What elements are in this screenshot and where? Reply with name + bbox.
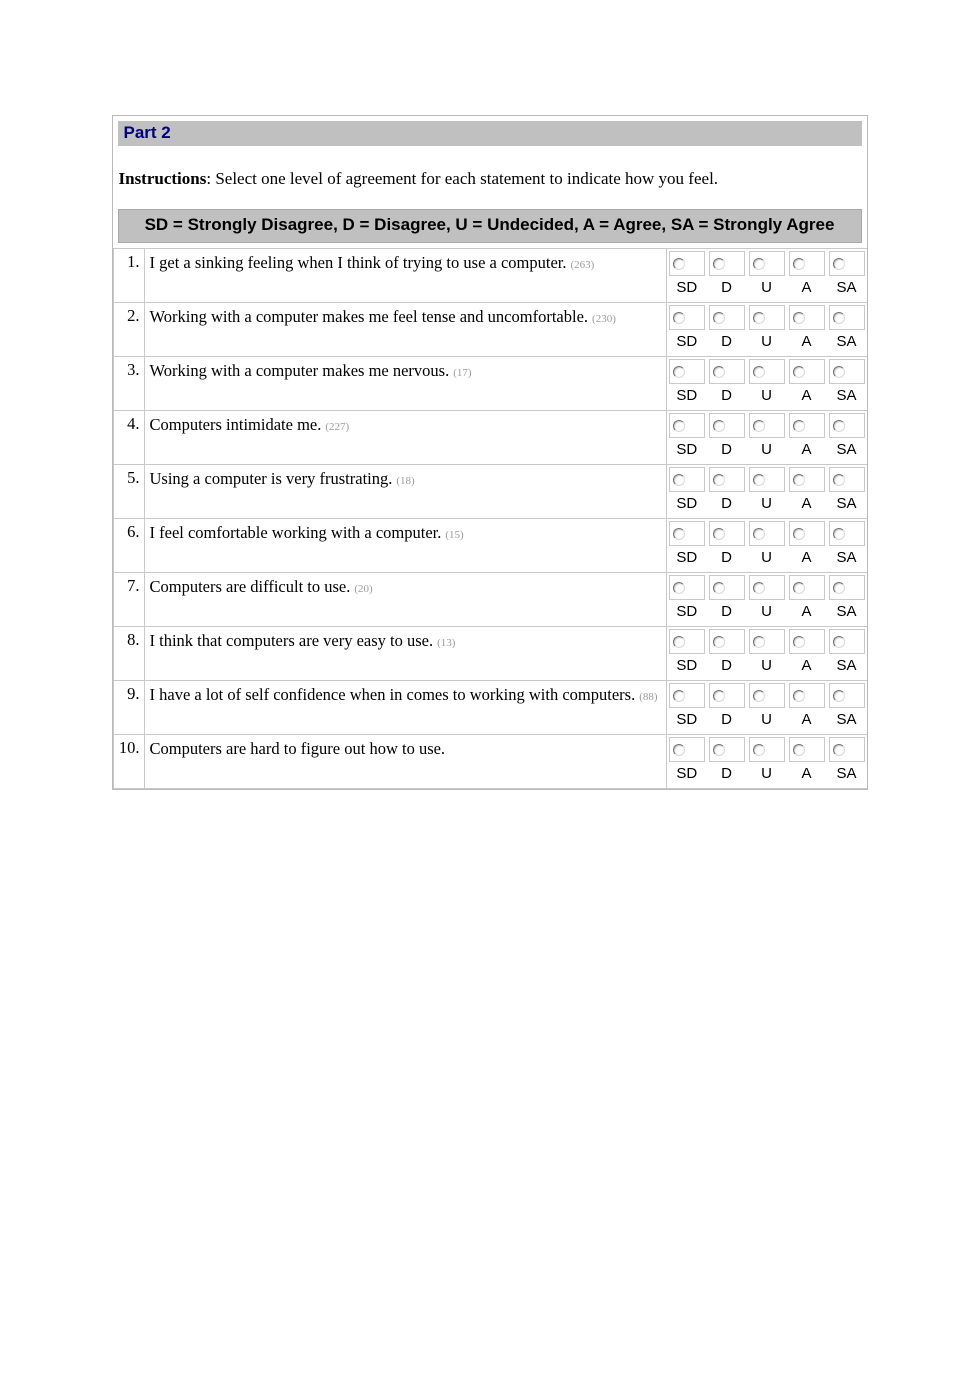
statement-text: Computers are hard to figure out how to use.: [149, 739, 446, 758]
option-label-d: D: [721, 765, 732, 782]
option-label-u: U: [761, 603, 772, 620]
question-number: 4.: [113, 411, 144, 465]
question-row: [113, 465, 867, 519]
option-label-a: A: [801, 657, 812, 674]
option-cell-a: [787, 519, 827, 573]
radio-a[interactable]: [793, 474, 805, 486]
option-label-u: U: [761, 657, 772, 674]
option-label-d: D: [721, 387, 732, 404]
question-statement: [144, 573, 667, 627]
radio-u[interactable]: [753, 528, 765, 540]
option-label-sd: SD: [676, 549, 698, 566]
radio-box-sa: [829, 683, 865, 708]
option-label-sd: SD: [676, 333, 698, 350]
radio-a[interactable]: [793, 690, 805, 702]
radio-a[interactable]: [793, 636, 805, 648]
radio-u[interactable]: [753, 312, 765, 324]
radio-u[interactable]: [753, 258, 765, 270]
radio-sa[interactable]: [833, 420, 845, 432]
option-cell-d: [707, 573, 747, 627]
radio-box-a: [789, 629, 825, 654]
radio-sd[interactable]: [673, 474, 685, 486]
option-cell-sa: [827, 735, 867, 789]
option-cell-sa: [827, 681, 867, 735]
radio-a[interactable]: [793, 744, 805, 756]
option-cell-sa: [827, 411, 867, 465]
radio-box-sd: [669, 251, 705, 276]
radio-box-a: [789, 359, 825, 384]
radio-d[interactable]: [713, 744, 725, 756]
radio-u[interactable]: [753, 420, 765, 432]
page-title: Part 2: [123, 123, 171, 142]
option-label-d: D: [721, 279, 732, 296]
radio-sd[interactable]: [673, 582, 685, 594]
statement-text: I think that computers are very easy to use.: [149, 631, 434, 650]
survey-form: [112, 115, 868, 790]
radio-d[interactable]: [713, 528, 725, 540]
radio-d[interactable]: [713, 690, 725, 702]
instructions: [119, 168, 861, 189]
radio-box-d: [709, 251, 745, 276]
option-cell-sd: [667, 357, 707, 411]
statement-ref: (88): [639, 691, 658, 703]
option-cell-a: [787, 681, 827, 735]
questions-table: [113, 248, 867, 789]
radio-box-d: [709, 467, 745, 492]
radio-box-a: [789, 521, 825, 546]
statement-text: I have a lot of self confidence when in comes to working with computers.: [149, 685, 636, 704]
statement-text: Using a computer is very frustrating.: [149, 469, 393, 488]
option-label-u: U: [761, 387, 772, 404]
option-cell-d: [707, 249, 747, 303]
option-label-sa: SA: [836, 765, 857, 782]
option-cell-d: [707, 735, 747, 789]
radio-sa[interactable]: [833, 258, 845, 270]
radio-box-u: [749, 467, 785, 492]
option-label-a: A: [801, 711, 812, 728]
question-row: [113, 627, 867, 681]
option-cell-u: [747, 735, 787, 789]
option-cell-d: [707, 627, 747, 681]
radio-sa[interactable]: [833, 744, 845, 756]
statement-text: I get a sinking feeling when I think of trying to use a computer.: [149, 253, 567, 272]
radio-box-a: [789, 737, 825, 762]
option-cell-sd: [667, 627, 707, 681]
radio-box-sa: [829, 359, 865, 384]
option-cell-d: [707, 465, 747, 519]
option-cell-sd: [667, 249, 707, 303]
question-row: [113, 411, 867, 465]
option-label-u: U: [761, 711, 772, 728]
option-label-sa: SA: [836, 603, 857, 620]
option-cell-a: [787, 465, 827, 519]
option-label-sd: SD: [676, 441, 698, 458]
option-label-sd: SD: [676, 495, 698, 512]
option-label-sd: SD: [676, 711, 698, 728]
option-cell-u: [747, 681, 787, 735]
option-cell-a: [787, 303, 827, 357]
question-row: [113, 249, 867, 303]
radio-sa[interactable]: [833, 636, 845, 648]
radio-d[interactable]: [713, 474, 725, 486]
option-cell-sa: [827, 519, 867, 573]
option-label-a: A: [801, 495, 812, 512]
radio-box-a: [789, 305, 825, 330]
option-label-sd: SD: [676, 657, 698, 674]
option-cell-sa: [827, 303, 867, 357]
radio-sd[interactable]: [673, 312, 685, 324]
radio-d[interactable]: [713, 582, 725, 594]
radio-box-a: [789, 467, 825, 492]
radio-box-d: [709, 575, 745, 600]
question-statement: [144, 519, 667, 573]
question-statement: [144, 357, 667, 411]
option-cell-a: [787, 627, 827, 681]
question-row: [113, 681, 867, 735]
radio-box-sd: [669, 737, 705, 762]
radio-box-u: [749, 683, 785, 708]
statement-ref: (263): [570, 259, 595, 271]
option-cell-sa: [827, 573, 867, 627]
radio-a[interactable]: [793, 366, 805, 378]
option-label-a: A: [801, 279, 812, 296]
question-number: 5.: [113, 465, 144, 519]
statement-ref: (18): [396, 475, 415, 487]
option-cell-sa: [827, 357, 867, 411]
option-cell-d: [707, 303, 747, 357]
radio-box-d: [709, 413, 745, 438]
radio-d[interactable]: [713, 636, 725, 648]
radio-box-u: [749, 305, 785, 330]
radio-sd[interactable]: [673, 420, 685, 432]
radio-box-u: [749, 737, 785, 762]
option-cell-u: [747, 303, 787, 357]
option-label-sa: SA: [836, 387, 857, 404]
question-number: 1.: [113, 249, 144, 303]
option-cell-sa: [827, 465, 867, 519]
option-label-u: U: [761, 279, 772, 296]
option-label-u: U: [761, 441, 772, 458]
option-cell-u: [747, 519, 787, 573]
radio-box-d: [709, 359, 745, 384]
option-label-sd: SD: [676, 603, 698, 620]
question-row: [113, 303, 867, 357]
radio-box-sd: [669, 629, 705, 654]
radio-box-sa: [829, 629, 865, 654]
question-statement: [144, 411, 667, 465]
question-row: [113, 735, 867, 789]
option-label-a: A: [801, 549, 812, 566]
radio-box-u: [749, 413, 785, 438]
option-label-a: A: [801, 387, 812, 404]
option-cell-d: [707, 357, 747, 411]
radio-box-sa: [829, 575, 865, 600]
question-number: 7.: [113, 573, 144, 627]
radio-sa[interactable]: [833, 528, 845, 540]
radio-a[interactable]: [793, 420, 805, 432]
radio-box-sa: [829, 467, 865, 492]
radio-box-a: [789, 251, 825, 276]
radio-box-d: [709, 737, 745, 762]
radio-box-sa: [829, 413, 865, 438]
radio-box-sa: [829, 305, 865, 330]
option-cell-sd: [667, 519, 707, 573]
radio-sa[interactable]: [833, 690, 845, 702]
option-cell-a: [787, 357, 827, 411]
radio-a[interactable]: [793, 528, 805, 540]
statement-ref: (17): [453, 367, 472, 379]
radio-box-sd: [669, 305, 705, 330]
option-label-sd: SD: [676, 765, 698, 782]
radio-box-d: [709, 521, 745, 546]
radio-sd[interactable]: [673, 528, 685, 540]
option-label-a: A: [801, 765, 812, 782]
option-cell-a: [787, 573, 827, 627]
option-label-sa: SA: [836, 495, 857, 512]
option-label-d: D: [721, 549, 732, 566]
question-statement: [144, 465, 667, 519]
radio-u[interactable]: [753, 636, 765, 648]
option-cell-d: [707, 411, 747, 465]
option-label-d: D: [721, 333, 732, 350]
radio-u[interactable]: [753, 744, 765, 756]
option-label-sa: SA: [836, 441, 857, 458]
option-label-d: D: [721, 495, 732, 512]
radio-sa[interactable]: [833, 366, 845, 378]
radio-sd[interactable]: [673, 636, 685, 648]
radio-sa[interactable]: [833, 474, 845, 486]
option-cell-a: [787, 411, 827, 465]
question-number: 9.: [113, 681, 144, 735]
option-label-u: U: [761, 495, 772, 512]
option-label-sa: SA: [836, 711, 857, 728]
option-cell-u: [747, 627, 787, 681]
radio-u[interactable]: [753, 366, 765, 378]
question-row: [113, 519, 867, 573]
legend-text: SD = Strongly Disagree, D = Disagree, U = Undecided, A = Agree, SA = Strongly Agree: [144, 215, 835, 235]
radio-box-a: [789, 683, 825, 708]
radio-box-d: [709, 305, 745, 330]
option-cell-a: [787, 249, 827, 303]
option-label-sa: SA: [836, 657, 857, 674]
radio-box-d: [709, 629, 745, 654]
statement-ref: (227): [325, 421, 350, 433]
radio-box-u: [749, 521, 785, 546]
radio-box-a: [789, 413, 825, 438]
instructions-label: Instructions: [118, 169, 207, 188]
radio-box-u: [749, 575, 785, 600]
option-cell-sd: [667, 465, 707, 519]
question-row: [113, 573, 867, 627]
question-statement: [144, 681, 667, 735]
radio-box-a: [789, 575, 825, 600]
radio-box-u: [749, 359, 785, 384]
option-label-a: A: [801, 441, 812, 458]
radio-box-sa: [829, 251, 865, 276]
option-label-d: D: [721, 657, 732, 674]
radio-sd[interactable]: [673, 690, 685, 702]
option-label-a: A: [801, 333, 812, 350]
option-cell-sd: [667, 681, 707, 735]
statement-ref: (230): [592, 313, 616, 325]
option-label-sd: SD: [676, 387, 698, 404]
radio-box-d: [709, 683, 745, 708]
radio-sd[interactable]: [673, 258, 685, 270]
option-cell-u: [747, 357, 787, 411]
question-statement: [144, 249, 667, 303]
statement-text: Working with a computer makes me feel tense and uncomfortable.: [149, 307, 589, 326]
option-cell-sa: [827, 627, 867, 681]
statement-text: Working with a computer makes me nervous.: [149, 361, 450, 380]
statement-ref: (15): [445, 529, 464, 541]
radio-d[interactable]: [713, 366, 725, 378]
question-statement: [144, 627, 667, 681]
option-cell-sd: [667, 411, 707, 465]
option-cell-u: [747, 411, 787, 465]
option-cell-sd: [667, 573, 707, 627]
questions-body: [113, 249, 867, 789]
radio-a[interactable]: [793, 312, 805, 324]
radio-a[interactable]: [793, 582, 805, 594]
question-row: [113, 357, 867, 411]
option-label-d: D: [721, 711, 732, 728]
radio-u[interactable]: [753, 690, 765, 702]
option-cell-u: [747, 249, 787, 303]
radio-d[interactable]: [713, 420, 725, 432]
question-statement: [144, 735, 667, 789]
radio-d[interactable]: [713, 312, 725, 324]
statement-ref: (20): [354, 583, 373, 595]
section-header: [118, 121, 862, 146]
radio-sa[interactable]: [833, 582, 845, 594]
option-cell-sa: [827, 249, 867, 303]
option-label-sd: SD: [676, 279, 698, 296]
radio-box-u: [749, 251, 785, 276]
option-cell-sd: [667, 735, 707, 789]
instructions-text: : Select one level of agreement for each statement to indicate how you feel.: [206, 169, 719, 188]
option-cell-u: [747, 573, 787, 627]
question-number: 6.: [113, 519, 144, 573]
statement-text: Computers intimidate me.: [149, 415, 322, 434]
radio-box-sd: [669, 413, 705, 438]
question-number: 3.: [113, 357, 144, 411]
radio-box-sd: [669, 521, 705, 546]
radio-box-u: [749, 629, 785, 654]
option-cell-d: [707, 681, 747, 735]
question-number: 2.: [113, 303, 144, 357]
option-label-sa: SA: [836, 333, 857, 350]
radio-sa[interactable]: [833, 312, 845, 324]
radio-box-sa: [829, 737, 865, 762]
statement-text: Computers are difficult to use.: [149, 577, 351, 596]
option-cell-a: [787, 735, 827, 789]
radio-box-sd: [669, 359, 705, 384]
option-label-d: D: [721, 603, 732, 620]
option-label-sa: SA: [836, 549, 857, 566]
option-cell-u: [747, 465, 787, 519]
option-label-u: U: [761, 333, 772, 350]
question-statement: [144, 303, 667, 357]
option-cell-d: [707, 519, 747, 573]
radio-d[interactable]: [713, 258, 725, 270]
radio-box-sd: [669, 575, 705, 600]
radio-box-sa: [829, 521, 865, 546]
radio-u[interactable]: [753, 582, 765, 594]
option-label-u: U: [761, 765, 772, 782]
statement-ref: (13): [437, 637, 456, 649]
radio-sd[interactable]: [673, 366, 685, 378]
option-label-u: U: [761, 549, 772, 566]
legend: [118, 209, 862, 243]
question-number: 10.: [113, 735, 144, 789]
option-label-d: D: [721, 441, 732, 458]
radio-box-sd: [669, 467, 705, 492]
question-number: 8.: [113, 627, 144, 681]
option-cell-sd: [667, 303, 707, 357]
statement-text: I feel comfortable working with a computer.: [149, 523, 442, 542]
radio-a[interactable]: [793, 258, 805, 270]
radio-sd[interactable]: [673, 744, 685, 756]
radio-u[interactable]: [753, 474, 765, 486]
option-label-a: A: [801, 603, 812, 620]
radio-box-sd: [669, 683, 705, 708]
option-label-sa: SA: [836, 279, 857, 296]
